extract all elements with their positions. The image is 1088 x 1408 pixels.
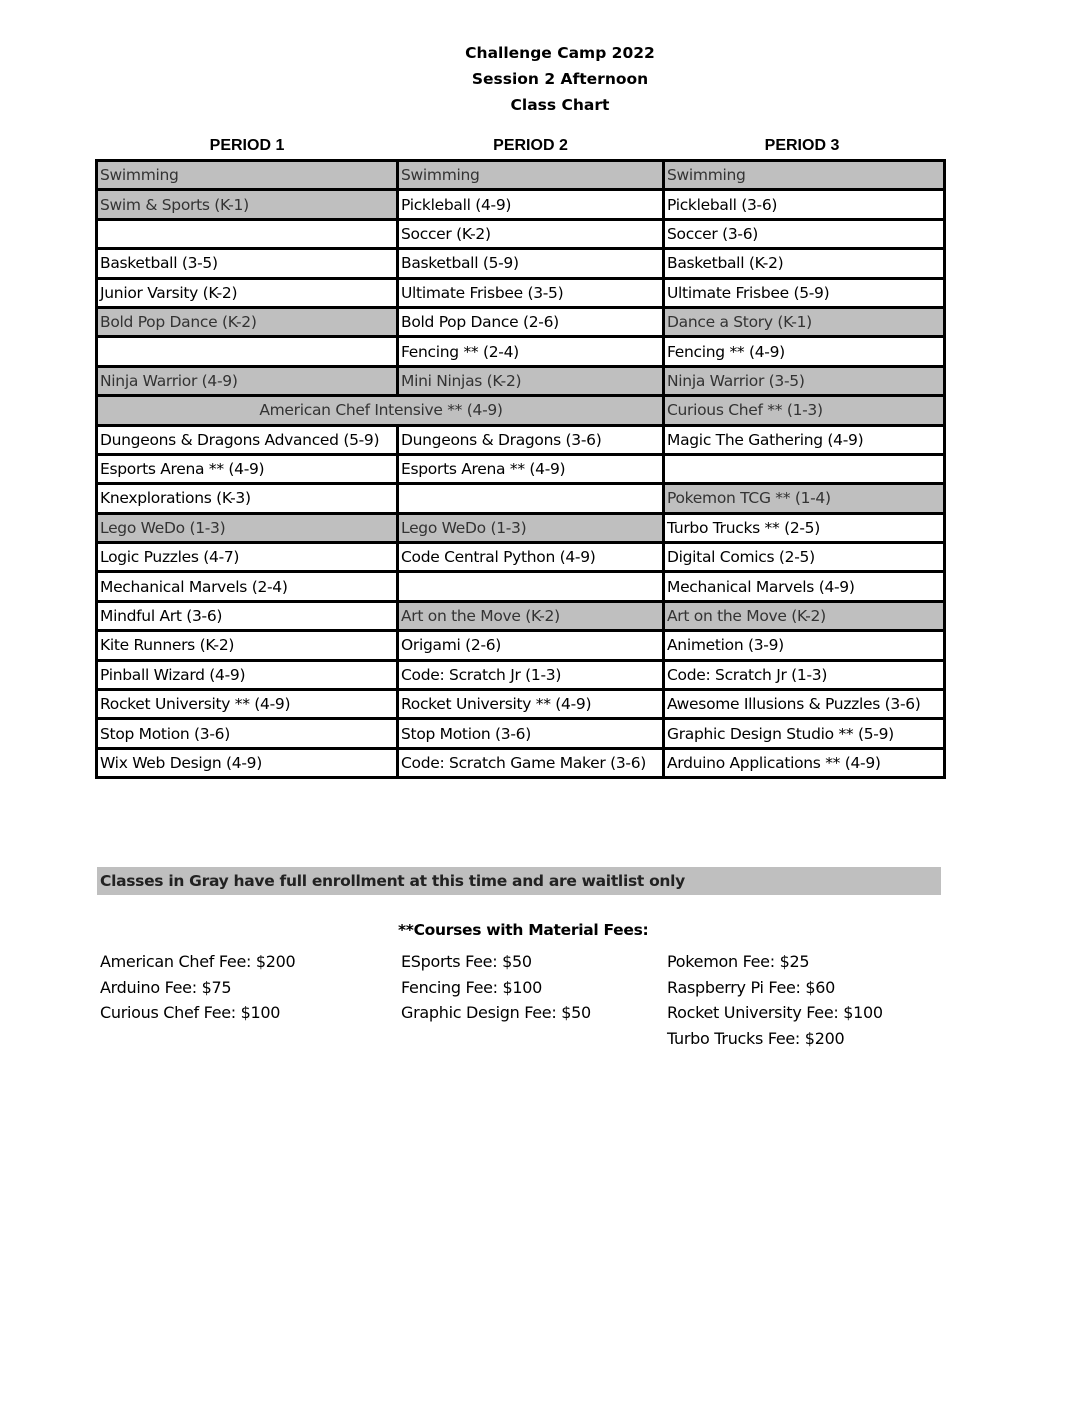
class-cell: Origami (2-6)	[398, 631, 664, 660]
class-chart-table	[95, 159, 946, 779]
period-3-header: PERIOD 3	[764, 137, 840, 154]
fee-item: ESports Fee: $50	[401, 952, 532, 971]
class-cell: Animetion (3-9)	[664, 631, 945, 660]
chart-subtitle: Class Chart	[510, 96, 610, 114]
fee-item: Rocket University Fee: $100	[667, 1003, 883, 1023]
class-cell: Rocket University ** (4-9)	[398, 690, 664, 719]
class-row	[97, 366, 945, 395]
waitlist-notice: Classes in Gray have full enrollment at this time and are waitlist only	[97, 867, 941, 895]
class-cell: Dungeons & Dragons Advanced (5-9)	[97, 425, 398, 454]
period-2-header: PERIOD 2	[493, 137, 568, 154]
class-cell: Code: Scratch Jr (1-3)	[398, 660, 664, 689]
class-cell: Art on the Move (K-2)	[664, 601, 945, 630]
class-cell: Soccer (K-2)	[398, 219, 664, 248]
class-cell: Pinball Wizard (4-9)	[97, 660, 398, 689]
class-cell: Curious Chef ** (1-3)	[664, 396, 945, 425]
class-cell: Junior Varsity (K-2)	[97, 278, 398, 307]
class-cell: Mechanical Marvels (2-4)	[97, 572, 398, 601]
session-subtitle: Session 2 Afternoon	[471, 70, 649, 88]
fee-item: Curious Chef Fee: $100	[100, 1003, 281, 1023]
class-cell: Lego WeDo (1-3)	[97, 513, 398, 542]
class-cell: Stop Motion (3-6)	[97, 719, 398, 748]
class-cell: Basketball (K-2)	[664, 249, 945, 278]
empty-cell	[97, 219, 398, 248]
class-cell: Swimming	[664, 161, 945, 190]
class-cell: Dance a Story (K-1)	[664, 307, 945, 336]
class-row	[97, 161, 945, 190]
fee-item: Pokemon Fee: $25	[667, 952, 810, 971]
class-cell: Swimming	[97, 161, 398, 190]
class-row	[97, 425, 945, 454]
fee-item: Fencing Fee: $100	[401, 977, 543, 997]
class-cell: Code: Scratch Jr (1-3)	[664, 660, 945, 689]
class-row	[97, 601, 945, 630]
empty-cell	[97, 337, 398, 366]
class-cell: Mindful Art (3-6)	[97, 601, 398, 630]
class-cell: American Chef Intensive ** (4-9)	[97, 396, 664, 425]
class-row	[97, 219, 945, 248]
class-cell: Wix Web Design (4-9)	[97, 748, 398, 777]
fee-column-2	[401, 949, 591, 1026]
class-cell: Code Central Python (4-9)	[398, 543, 664, 572]
class-cell: Pickleball (3-6)	[664, 190, 945, 219]
class-row	[97, 660, 945, 689]
document-title: Challenge Camp 2022	[465, 44, 655, 62]
class-cell: Magic The Gathering (4-9)	[664, 425, 945, 454]
class-cell: Dungeons & Dragons (3-6)	[398, 425, 664, 454]
class-row	[97, 748, 945, 777]
class-cell: Art on the Move (K-2)	[398, 601, 664, 630]
class-cell: Code: Scratch Game Maker (3-6)	[398, 748, 664, 777]
class-cell: Logic Puzzles (4-7)	[97, 543, 398, 572]
class-row	[97, 631, 945, 660]
class-cell: Graphic Design Studio ** (5-9)	[664, 719, 945, 748]
empty-cell	[398, 484, 664, 513]
title-block	[0, 40, 1088, 118]
class-cell: Kite Runners (K-2)	[97, 631, 398, 660]
class-cell: Rocket University ** (4-9)	[97, 690, 398, 719]
fee-column-3	[667, 949, 883, 1051]
class-cell: Swim & Sports (K-1)	[97, 190, 398, 219]
class-cell: Knexplorations (K-3)	[97, 484, 398, 513]
empty-cell	[398, 572, 664, 601]
fee-item: Turbo Trucks Fee: $200	[667, 1028, 845, 1048]
class-cell: Bold Pop Dance (K-2)	[97, 307, 398, 336]
period-1-header: PERIOD 1	[209, 137, 285, 154]
class-cell: Ninja Warrior (3-5)	[664, 366, 945, 395]
class-cell: Ninja Warrior (4-9)	[97, 366, 398, 395]
class-cell: Lego WeDo (1-3)	[398, 513, 664, 542]
class-row	[97, 337, 945, 366]
fee-item: American Chef Fee: $200	[100, 952, 296, 971]
class-cell: Swimming	[398, 161, 664, 190]
class-cell: Awesome Illusions & Puzzles (3-6)	[664, 690, 945, 719]
class-cell: Basketball (3-5)	[97, 249, 398, 278]
class-cell: Digital Comics (2-5)	[664, 543, 945, 572]
material-fees-heading: **Courses with Material Fees:	[398, 921, 649, 939]
class-cell: Stop Motion (3-6)	[398, 719, 664, 748]
class-row	[97, 190, 945, 219]
class-chart-body	[97, 161, 945, 778]
class-row	[97, 396, 945, 425]
class-cell: Ultimate Frisbee (5-9)	[664, 278, 945, 307]
class-cell: Mini Ninjas (K-2)	[398, 366, 664, 395]
class-cell: Fencing ** (2-4)	[398, 337, 664, 366]
class-row	[97, 719, 945, 748]
class-row	[97, 484, 945, 513]
fee-column-1	[100, 949, 295, 1026]
class-cell: Soccer (3-6)	[664, 219, 945, 248]
class-cell: Arduino Applications ** (4-9)	[664, 748, 945, 777]
class-row	[97, 278, 945, 307]
class-cell: Ultimate Frisbee (3-5)	[398, 278, 664, 307]
class-row	[97, 572, 945, 601]
class-cell: Fencing ** (4-9)	[664, 337, 945, 366]
class-cell: Esports Arena ** (4-9)	[97, 454, 398, 483]
class-row	[97, 307, 945, 336]
class-cell: Bold Pop Dance (2-6)	[398, 307, 664, 336]
class-cell: Turbo Trucks ** (2-5)	[664, 513, 945, 542]
class-cell: Pickleball (4-9)	[398, 190, 664, 219]
class-cell: Basketball (5-9)	[398, 249, 664, 278]
class-row	[97, 249, 945, 278]
fee-item: Raspberry Pi Fee: $60	[667, 977, 836, 997]
empty-cell	[664, 454, 945, 483]
class-cell: Mechanical Marvels (4-9)	[664, 572, 945, 601]
fee-item: Graphic Design Fee: $50	[401, 1003, 591, 1023]
class-row	[97, 543, 945, 572]
class-cell: Pokemon TCG ** (1-4)	[664, 484, 945, 513]
class-cell: Esports Arena ** (4-9)	[398, 454, 664, 483]
class-row	[97, 454, 945, 483]
fee-item: Arduino Fee: $75	[100, 977, 232, 997]
class-row	[97, 690, 945, 719]
class-row	[97, 513, 945, 542]
